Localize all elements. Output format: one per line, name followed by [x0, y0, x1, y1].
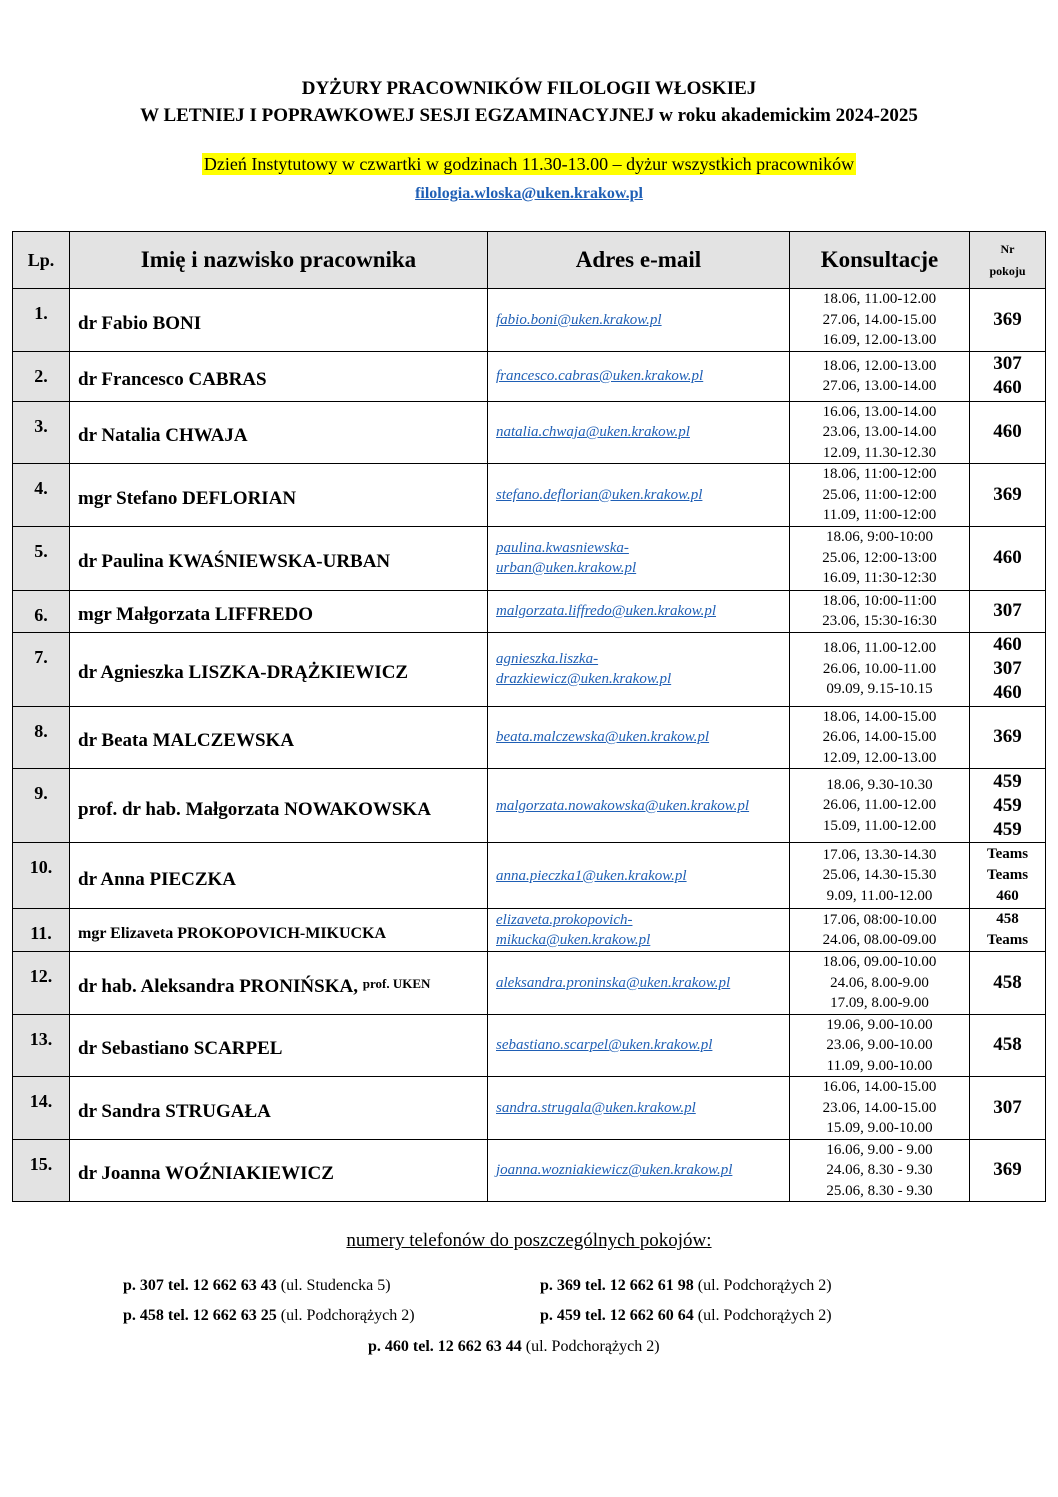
consultation-slot: 15.09, 11.00-12.00	[822, 817, 937, 834]
consultation-slot: 18.06, 11.00-12.00	[822, 291, 937, 307]
employee-name-text: dr Sebastiano SCARPEL	[78, 1038, 283, 1060]
room-value: 460	[993, 421, 1022, 443]
row-number: 8.	[13, 706, 70, 769]
office-hours-table	[12, 231, 1046, 1202]
consultation-slot: 23.06, 14.00-15.00	[822, 1099, 937, 1116]
row-number: 9.	[13, 769, 70, 843]
consultation-slot: 25.06, 8.30 - 9.30	[826, 1182, 933, 1199]
consultation-slot: 26.06, 14.00-15.00	[822, 729, 937, 745]
consultation-times	[790, 1139, 970, 1202]
phone-room-460: p. 460 tel. 12 662 63 44 (ul. Podchorążych 2)	[368, 1338, 660, 1355]
email-link[interactable]: beata.malczewska@uken.krakow.pl	[496, 729, 710, 746]
consultation-times	[790, 909, 970, 952]
consultation-times	[790, 464, 970, 527]
employee-name-text: dr hab. Aleksandra PRONIŃSKA,	[78, 975, 358, 997]
employee-name	[70, 590, 488, 632]
room-value: 369	[993, 483, 1022, 505]
room-value: 460	[993, 547, 1022, 568]
consultation-slot: 17.06, 08:00-10.00	[822, 911, 937, 928]
row-number: 3.	[13, 401, 70, 464]
room-value: 459	[993, 818, 1022, 840]
room-number	[970, 289, 1046, 352]
consultation-slot: 09.09, 9.15-10.15	[826, 681, 933, 698]
employee-name-text: dr Fabio BONI	[78, 312, 202, 334]
room-value: Teams	[986, 867, 1029, 883]
room-value: 369	[993, 1159, 1022, 1181]
consultation-slot: 11.09, 11:00-12:00	[822, 507, 937, 523]
phone-room-369: p. 369 tel. 12 662 61 98 (ul. Podchorążych 2)	[540, 1277, 832, 1294]
phone-room-459: p. 459 tel. 12 662 60 64 (ul. Podchorążych 2)	[540, 1307, 832, 1324]
employee-email[interactable]	[488, 351, 790, 401]
table-row	[13, 351, 1046, 401]
consultation-slot: 16.06, 13.00-14.00	[822, 403, 937, 420]
consultation-slot: 16.09, 11:30-12:30	[822, 570, 937, 587]
consultation-slot: 11.09, 9.00-10.00	[826, 1057, 933, 1074]
room-value: 459	[993, 770, 1022, 792]
consultation-slot: 18.06, 10:00-11:00	[822, 592, 937, 609]
consultation-times	[790, 590, 970, 632]
department-email[interactable]	[0, 185, 1058, 203]
employee-name	[70, 289, 488, 352]
consultation-times	[790, 1014, 970, 1077]
consultation-times	[790, 706, 970, 769]
employee-name	[70, 526, 488, 590]
employee-name-text: mgr Małgorzata LIFFREDO	[78, 604, 313, 625]
employee-email[interactable]	[488, 401, 790, 464]
room-number	[970, 590, 1046, 632]
consultation-slot: 27.06, 13.00-14.00	[822, 378, 937, 394]
employee-name	[70, 1077, 488, 1140]
consultation-slot: 15.09, 9.00-10.00	[826, 1120, 933, 1136]
consultation-slot: 16.09, 12.00-13.00	[822, 332, 937, 348]
consultation-slot: 18.06, 11.00-12.00	[822, 640, 937, 657]
room-value: 458	[993, 1034, 1022, 1056]
header-consultations: Konsultacje	[790, 232, 970, 289]
email-link[interactable]: aleksandra.proninska@uken.krakow.pl	[496, 974, 731, 991]
room-value: 307	[993, 1096, 1022, 1118]
employee-email[interactable]	[488, 632, 790, 706]
employee-name-text: mgr Elizaveta PROKOPOVICH-MIKUCKA	[78, 925, 387, 942]
room-number	[970, 464, 1046, 527]
table-row	[13, 1077, 1046, 1140]
room-number	[970, 909, 1046, 952]
consultation-slot: 12.09, 12.00-13.00	[822, 749, 937, 766]
table-row	[13, 590, 1046, 632]
consultation-slot: 24.06, 8.30 - 9.30	[826, 1162, 933, 1178]
consultation-slot: 18.06, 09.00-10.00	[822, 954, 937, 970]
employee-email[interactable]	[488, 952, 790, 1015]
room-number	[970, 1014, 1046, 1077]
consultation-times	[790, 351, 970, 401]
employee-email[interactable]	[488, 769, 790, 843]
room-number	[970, 632, 1046, 706]
email-link-continued[interactable]: drazkiewicz@uken.krakow.pl	[496, 671, 672, 687]
row-number: 12.	[13, 952, 70, 1015]
email-link[interactable]: natalia.chwaja@uken.krakow.pl	[496, 424, 690, 441]
consultation-slot: 23.06, 13.00-14.00	[822, 424, 937, 440]
consultation-times	[790, 769, 970, 843]
header-name: Imię i nazwisko pracownika	[70, 232, 488, 289]
consultation-slot: 23.06, 9.00-10.00	[826, 1037, 933, 1053]
employee-name-text: dr Francesco CABRAS	[78, 369, 267, 390]
employee-name	[70, 769, 488, 843]
room-value: Teams	[986, 932, 1029, 948]
table-row	[13, 952, 1046, 1015]
room-value: 369	[993, 726, 1022, 748]
employee-name	[70, 351, 488, 401]
consultation-slot: 16.06, 14.00-15.00	[822, 1079, 937, 1095]
table-header-row	[13, 232, 1046, 289]
employee-email[interactable]	[488, 706, 790, 769]
phone-room-458: p. 458 tel. 12 662 63 25 (ul. Podchorążych 2)	[123, 1307, 415, 1324]
room-value: 307	[993, 600, 1022, 621]
employee-name	[70, 632, 488, 706]
header-lp: Lp.	[13, 232, 70, 289]
email-link[interactable]: sebastiano.scarpel@uken.krakow.pl	[496, 1037, 713, 1054]
room-number	[970, 706, 1046, 769]
consultation-slot: 12.09, 11.30-12.30	[822, 444, 937, 461]
table-row	[13, 1014, 1046, 1077]
employee-email[interactable]	[488, 526, 790, 590]
email-link-continued[interactable]: urban@uken.krakow.pl	[496, 560, 637, 576]
email-link[interactable]: joanna.wozniakiewicz@uken.krakow.pl	[496, 1162, 733, 1179]
employee-name-text: prof. dr hab. Małgorzata NOWAKOWSKA	[78, 798, 431, 820]
table-row	[13, 706, 1046, 769]
email-link[interactable]: malgorzata.liffredo@uken.krakow.pl	[496, 603, 717, 619]
employee-name-text: dr Agnieszka LISZKA-DRĄŻKIEWICZ	[78, 662, 409, 683]
consultation-slot: 25.06, 12:00-13:00	[822, 549, 937, 566]
employee-name-text: mgr Stefano DEFLORIAN	[78, 487, 297, 509]
row-number: 15.	[13, 1139, 70, 1202]
room-value: Teams	[986, 846, 1029, 862]
consultation-slot: 18.06, 12.00-13.00	[822, 357, 937, 374]
row-number: 11.	[13, 909, 70, 952]
employee-email[interactable]	[488, 843, 790, 909]
employee-name	[70, 401, 488, 464]
row-number: 6.	[13, 590, 70, 632]
consultation-slot: 25.06, 14.30-15.30	[822, 867, 937, 884]
consultation-slot: 26.06, 11.00-12.00	[822, 797, 937, 814]
email-link[interactable]: francesco.cabras@uken.krakow.pl	[496, 368, 704, 384]
employee-name-text: dr Beata MALCZEWSKA	[78, 730, 295, 752]
room-number	[970, 952, 1046, 1015]
consultation-times	[790, 526, 970, 590]
consultation-times	[790, 632, 970, 706]
row-number: 13.	[13, 1014, 70, 1077]
employee-name	[70, 1139, 488, 1202]
table-row	[13, 526, 1046, 590]
employee-name	[70, 952, 488, 1015]
table-row	[13, 769, 1046, 843]
room-value: 460	[993, 377, 1022, 398]
employee-name	[70, 1014, 488, 1077]
institute-day-note	[0, 154, 1058, 175]
employee-name-text: dr Sandra STRUGAŁA	[78, 1100, 271, 1122]
table-row	[13, 632, 1046, 706]
department-email-link[interactable]: filologia.wloska@uken.krakow.pl	[415, 185, 643, 202]
row-number: 10.	[13, 843, 70, 909]
email-link[interactable]: sandra.strugala@uken.krakow.pl	[496, 1099, 696, 1116]
employee-name	[70, 706, 488, 769]
consultation-slot: 17.09, 8.00-9.00	[830, 995, 929, 1011]
employee-email[interactable]	[488, 1139, 790, 1202]
consultation-slot: 24.06, 8.00-9.00	[830, 974, 929, 991]
consultation-times	[790, 401, 970, 464]
consultation-slot: 16.06, 9.00 - 9.00	[826, 1141, 933, 1158]
consultation-times	[790, 843, 970, 909]
room-value: 307	[993, 658, 1022, 679]
room-value: 307	[993, 353, 1022, 374]
employee-name	[70, 843, 488, 909]
header-room: Nr pokoju	[970, 232, 1046, 289]
document-title-line2: W LETNIEJ I POPRAWKOWEJ SESJI EGZAMINACYJNEJ w roku akademickim 2024-2025	[140, 105, 918, 126]
row-number: 7.	[13, 632, 70, 706]
room-number	[970, 843, 1046, 909]
consultation-slot: 17.06, 13.30-14.30	[822, 846, 937, 863]
table-row	[13, 289, 1046, 352]
employee-name-text: dr Natalia CHWAJA	[78, 425, 248, 447]
consultation-slot: 18.06, 9.30-10.30	[826, 776, 933, 793]
email-link[interactable]: agnieszka.liszka-	[496, 651, 599, 667]
room-value: 460	[993, 634, 1022, 655]
header-email: Adres e-mail	[488, 232, 790, 289]
email-link[interactable]: anna.pieczka1@uken.krakow.pl	[496, 867, 687, 884]
consultation-slot: 18.06, 9:00-10:00	[825, 529, 934, 546]
email-link-continued[interactable]: mikucka@uken.krakow.pl	[496, 932, 651, 948]
employee-email[interactable]	[488, 1014, 790, 1077]
consultation-slot: 18.06, 11:00-12:00	[822, 466, 937, 482]
room-value: 460	[996, 888, 1019, 904]
email-link[interactable]: fabio.boni@uken.krakow.pl	[496, 311, 662, 328]
consultation-slot: 23.06, 15:30-16:30	[822, 613, 937, 629]
table-row	[13, 1139, 1046, 1202]
employee-email[interactable]	[488, 590, 790, 632]
table-row	[13, 464, 1046, 527]
employee-name-text: dr Anna PIECZKA	[78, 868, 237, 890]
employee-email[interactable]	[488, 464, 790, 527]
table-row	[13, 909, 1046, 952]
room-number	[970, 769, 1046, 843]
room-number	[970, 526, 1046, 590]
email-link[interactable]: stefano.deflorian@uken.krakow.pl	[496, 486, 703, 503]
consultation-slot: 25.06, 11:00-12:00	[822, 486, 937, 503]
employee-name-text: dr Joanna WOŹNIAKIEWICZ	[78, 1163, 334, 1185]
row-number: 4.	[13, 464, 70, 527]
employee-email[interactable]	[488, 289, 790, 352]
phones-title: numery telefonów do poszczególnych pokojów:	[346, 1230, 712, 1251]
room-value: 369	[993, 308, 1022, 330]
employee-email[interactable]	[488, 1077, 790, 1140]
consultation-times	[790, 952, 970, 1015]
row-number: 1.	[13, 289, 70, 352]
room-value: 460	[993, 682, 1022, 703]
row-number: 2.	[13, 351, 70, 401]
consultation-slot: 9.09, 11.00-12.00	[826, 887, 933, 904]
table-row	[13, 843, 1046, 909]
room-value: 458	[993, 971, 1022, 993]
table-row	[13, 401, 1046, 464]
email-link[interactable]: elizaveta.prokopovich-	[496, 912, 633, 928]
phone-room-307: p. 307 tel. 12 662 63 43 (ul. Studencka 5)	[123, 1277, 391, 1294]
consultation-times	[790, 1077, 970, 1140]
employee-title-suffix: prof. UKEN	[362, 975, 431, 991]
email-link[interactable]: paulina.kwasniewska-	[496, 540, 629, 556]
consultation-slot: 24.06, 08.00-09.00	[822, 932, 937, 948]
institute-day-highlight: Dzień Instytutowy w czwartki w godzinach 11.30-13.00 – dyżur wszystkich pracowników	[203, 154, 855, 174]
consultation-slot: 19.06, 9.00-10.00	[826, 1016, 933, 1033]
room-value: 459	[993, 794, 1022, 816]
room-number	[970, 1139, 1046, 1202]
row-number: 5.	[13, 526, 70, 590]
row-number: 14.	[13, 1077, 70, 1140]
employee-name-text: dr Paulina KWAŚNIEWSKA-URBAN	[78, 551, 391, 572]
room-number	[970, 1077, 1046, 1140]
employee-email[interactable]	[488, 909, 790, 952]
consultation-times	[790, 289, 970, 352]
employee-name	[70, 909, 488, 952]
consultation-slot: 27.06, 14.00-15.00	[822, 311, 937, 328]
consultation-slot: 18.06, 14.00-15.00	[822, 708, 937, 725]
room-value: 458	[996, 911, 1019, 927]
document-title-line1: DYŻURY PRACOWNIKÓW FILOLOGII WŁOSKIEJ	[301, 78, 757, 99]
consultation-slot: 26.06, 10.00-11.00	[822, 660, 937, 677]
email-link[interactable]: malgorzata.nowakowska@uken.krakow.pl	[496, 797, 750, 814]
room-number	[970, 351, 1046, 401]
employee-name	[70, 464, 488, 527]
room-number	[970, 401, 1046, 464]
